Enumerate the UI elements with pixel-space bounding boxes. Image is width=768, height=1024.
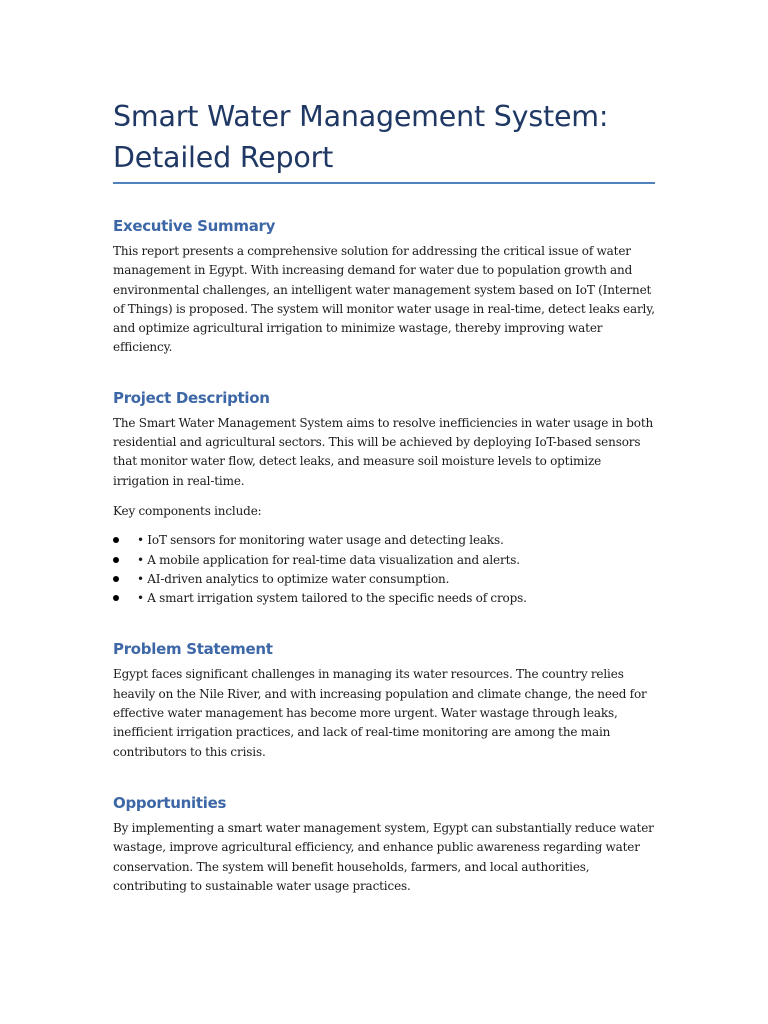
list-item (113, 570, 655, 589)
list-item (113, 531, 655, 550)
section-paragraph: Egypt faces significant challenges in managing its water resources. The country relies heavily on the Nile River, and with increasing population and climate change, the need for effective water management has become more urgent. Water wastage through leaks, inefficient irrigation practices, and lack of real-time monitoring are among the main contributors to this crisis. (113, 667, 647, 759)
components-intro: Key components include: (113, 503, 262, 518)
list-item-text: • IoT sensors for monitoring water usage and detecting leaks. (137, 533, 504, 548)
bullet-icon (113, 595, 119, 601)
document-page (113, 96, 655, 896)
list-item-text: • AI-driven analytics to optimize water consumption. (137, 571, 450, 586)
document-title: Smart Water Management System: Detailed Report (113, 96, 655, 184)
bullet-icon (113, 557, 119, 563)
section-paragraph: This report presents a comprehensive solution for addressing the critical issue of water management in Egypt. With increasing demand for water due to population growth and environmental challenges, an intelligent water management system based on IoT (Internet of Things) is proposed. The system will monitor water usage in real-time, detect leaks early, and optimize agricultural irrigation to minimize wastage, thereby improving water efficiency. (113, 244, 655, 355)
bullet-icon (113, 576, 119, 582)
section-heading: Project Description (113, 388, 270, 407)
list-item-text: • A mobile application for real-time data visualization and alerts. (137, 552, 520, 567)
components-list (113, 531, 655, 608)
bullet-icon (113, 537, 119, 543)
section-problem-statement (113, 639, 655, 761)
section-paragraph: The Smart Water Management System aims to resolve inefficiencies in water usage in both residential and agricultural sectors. This will be achieved by deploying IoT-based sensors that monitor water flow, detect leaks, and measure soil moisture levels to optimize irrigation in real-time. (113, 415, 654, 488)
list-item (113, 589, 655, 608)
list-item-text: • A smart irrigation system tailored to the specific needs of crops. (137, 591, 527, 606)
section-executive-summary (113, 216, 655, 358)
section-paragraph: By implementing a smart water management system, Egypt can substantially reduce water wastage, improve agricultural efficiency, and enhance public awareness regarding water conservation. The system will benefit households, farmers, and local authorities, contributing to sustainable water usage practices. (113, 820, 654, 893)
section-project-description (113, 388, 655, 609)
section-heading: Executive Summary (113, 217, 276, 235)
section-heading: Problem Statement (113, 640, 273, 659)
section-heading: Opportunities (113, 793, 227, 812)
section-opportunities (113, 793, 655, 896)
list-item (113, 551, 655, 570)
